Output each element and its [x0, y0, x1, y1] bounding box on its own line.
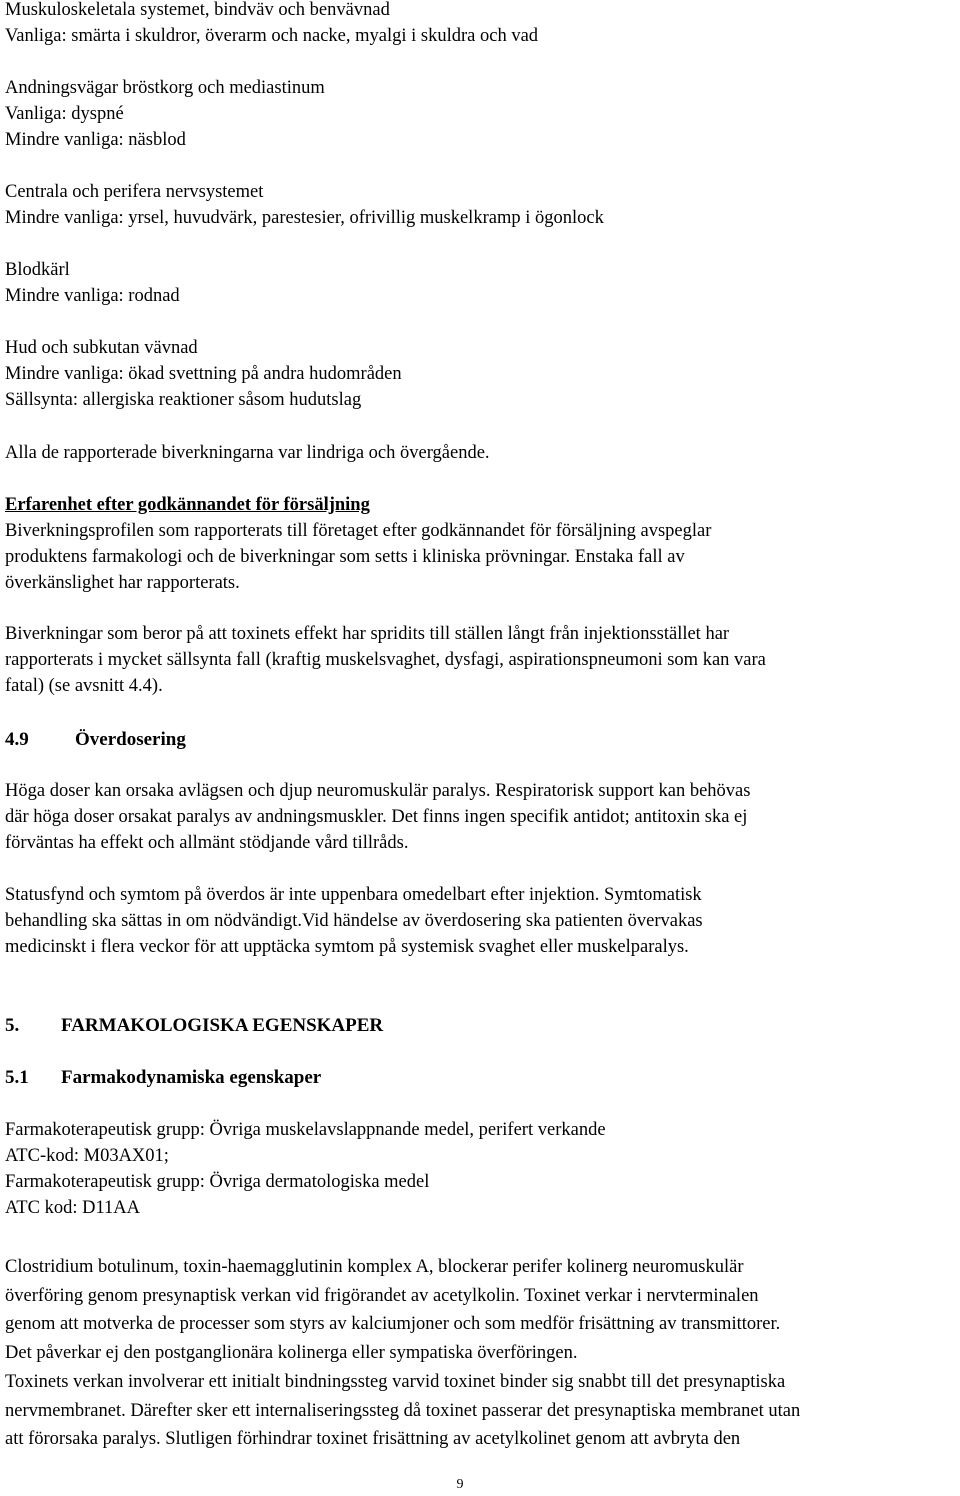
paragraph-line: behandling ska sättas in om nödvändigt.Vid händelse av överdosering ska patienten övervakas: [5, 911, 703, 931]
section-title: Blodkärl: [5, 260, 70, 280]
heading-number: 5.: [5, 1015, 20, 1036]
atc-line: Farmakoterapeutisk grupp: Övriga dermatologiska medel: [5, 1172, 430, 1192]
section-musculoskeletal: [5, 0, 538, 49]
overdose-heading: [5, 727, 186, 753]
section-line: Mindre vanliga: näsblod: [5, 130, 186, 150]
paragraph-line: Toxinets verkan involverar ett initialt bindningssteg varvid toxinet binder sig snabbt till det presynaptiska: [5, 1371, 786, 1392]
heading-number: 4.9: [5, 729, 29, 750]
mechanism-paragraph: [5, 1253, 800, 1454]
section-line: Vanliga: dyspné: [5, 104, 124, 124]
paragraph-line: produktens farmakologi och de biverkningar som setts i kliniska prövningar. Enstaka fall av: [5, 547, 685, 567]
paragraph-line: Biverkningsprofilen som rapporterats till företaget efter godkännandet för försäljning avspeglar: [5, 521, 712, 541]
section-nervous: [5, 179, 604, 231]
section-skin: [5, 335, 402, 413]
paragraph-line: nervmembranet. Därefter sker ett internaliseringssteg då toxinet passerar det presynaptiska membranet utan: [5, 1400, 801, 1421]
section-vascular: [5, 257, 180, 309]
section-line: Mindre vanliga: rodnad: [5, 286, 180, 306]
overdose-paragraph-2: [5, 882, 703, 960]
summary-text: Alla de rapporterade biverkningarna var lindriga och övergående.: [5, 443, 490, 463]
paragraph-line: Biverkningar som beror på att toxinets effekt har spridits till ställen långt från injektionsstället har: [5, 624, 730, 644]
paragraph-line: genom att motverka de processer som styrs av kalciumjoner och som medför frisättning av transmittorer.: [5, 1314, 781, 1335]
heading-title: Farmakodynamiska egenskaper: [61, 1067, 322, 1088]
postmarketing-section: [5, 492, 711, 596]
paragraph-line: förväntas ha effekt och allmänt stödjande vård tillråds.: [5, 833, 409, 853]
atc-line: ATC kod: D11AA: [5, 1198, 140, 1218]
section-line: Vanliga: smärta i skuldror, överarm och nacke, myalgi i skuldra och vad: [5, 26, 539, 46]
heading-title: FARMAKOLOGISKA EGENSKAPER: [61, 1015, 384, 1036]
postmarketing-paragraph-2: [5, 621, 766, 699]
section-title: Andningsvägar bröstkorg och mediastinum: [5, 78, 325, 98]
heading-title: Överdosering: [75, 729, 186, 750]
paragraph-line: där höga doser orsakat paralys av andningsmuskler. Det finns ingen specifik antidot; antitoxin ska ej: [5, 807, 748, 827]
paragraph-line: Höga doser kan orsaka avlägsen och djup neuromuskulär paralys. Respiratorisk support kan behövas: [5, 781, 751, 801]
section-respiratory: [5, 75, 325, 153]
heading-number: 5.1: [5, 1067, 29, 1088]
paragraph-line: överföring genom presynaptisk verkan vid frigörandet av acetylkolin. Toxinet verkar i nervterminalen: [5, 1285, 759, 1306]
paragraph-line: Clostridium botulinum, toxin-haemagglutinin komplex A, blockerar perifer kolinerg neuromuskulär: [5, 1257, 744, 1277]
section-line: Mindre vanliga: yrsel, huvudvärk, parestesier, ofrivillig muskelkramp i ögonlock: [5, 208, 604, 228]
section-line: Sällsynta: allergiska reaktioner såsom hudutslag: [5, 390, 362, 410]
pharmacology-heading: [5, 1013, 383, 1039]
overdose-paragraph-1: [5, 778, 750, 856]
paragraph-line: rapporterats i mycket sällsynta fall (kraftig muskelsvaghet, dysfagi, aspirationspneumoni som kan vara: [5, 650, 766, 670]
paragraph-line: fatal) (se avsnitt 4.4).: [5, 676, 163, 696]
atc-block: [5, 1117, 606, 1221]
atc-line: Farmakoterapeutisk grupp: Övriga muskelavslappnande medel, perifert verkande: [5, 1120, 606, 1140]
paragraph-line: Det påverkar ej den postganglionära kolinerga eller sympatiska överföringen.: [5, 1343, 578, 1364]
paragraph-line: medicinskt i flera veckor för att upptäcka symtom på systemisk svaghet eller muskelparalys.: [5, 937, 689, 957]
section-title: Hud och subkutan vävnad: [5, 338, 198, 358]
atc-line: ATC-kod: M03AX01;: [5, 1146, 169, 1166]
section-title: Muskuloskeletala systemet, bindväv och benvävnad: [5, 0, 390, 20]
section-line: Mindre vanliga: ökad svettning på andra hudområden: [5, 364, 402, 384]
paragraph-line: Statusfynd och symtom på överdos är inte uppenbara omedelbart efter injektion. Symtomatisk: [5, 885, 702, 905]
page-number: 9: [456, 1477, 464, 1492]
postmarketing-heading: Erfarenhet efter godkännandet för försäljning: [5, 495, 370, 515]
paragraph-line: överkänslighet har rapporterats.: [5, 573, 240, 593]
paragraph-line: att förorsaka paralys. Slutligen förhindrar toxinet frisättning av acetylkolinet genom att avbryta den: [5, 1429, 741, 1450]
pharmacodynamics-heading: [5, 1065, 321, 1091]
section-title: Centrala och perifera nervsystemet: [5, 182, 264, 202]
